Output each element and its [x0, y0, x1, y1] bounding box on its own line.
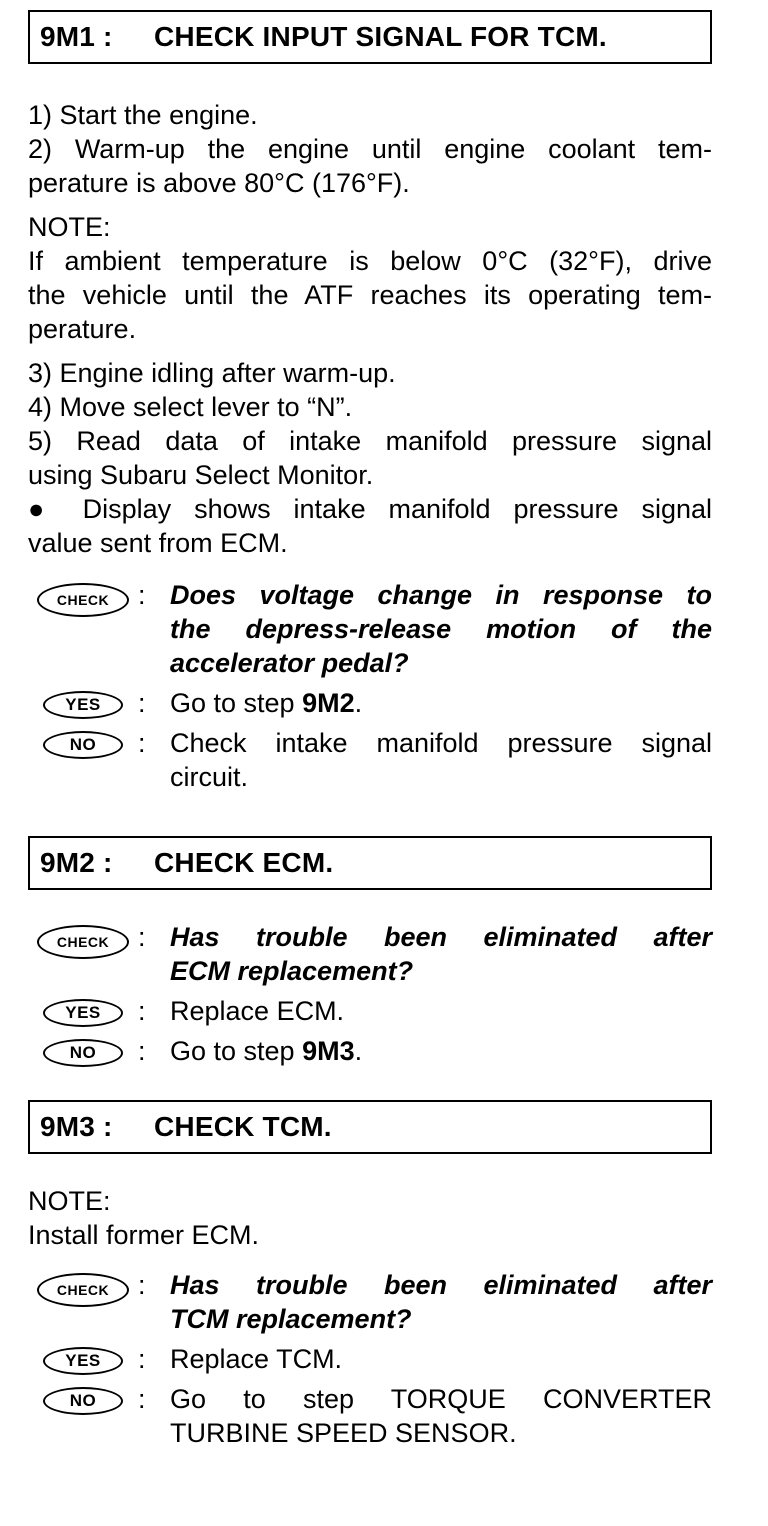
- check-question: CHECK : Does voltage change in response to the depress-release motion of the accelerator pedal?: [28, 578, 712, 680]
- check-badge: CHECK: [37, 925, 129, 959]
- yes-badge: YES: [43, 999, 123, 1027]
- answer-line: circuit.: [170, 762, 249, 792]
- answer-line: TURBINE SPEED SENSOR.: [170, 1418, 517, 1448]
- step-title: CHECK ECM.: [154, 847, 334, 878]
- answer-text: Go to step: [170, 1036, 303, 1066]
- yes-badge: YES: [43, 1347, 123, 1375]
- answer-text: Replace ECM.: [170, 996, 345, 1026]
- note-label: NOTE:: [28, 1186, 111, 1216]
- step-header-9m1: [28, 10, 712, 64]
- no-answer: NO : Go to step 9M3.: [28, 1034, 712, 1068]
- instruction-line: perature is above 80°C (176°F).: [28, 168, 410, 198]
- question-line: the depress-release motion of the: [170, 614, 712, 644]
- step-reference: 9M3: [302, 1036, 355, 1066]
- instruction-line: using Subaru Select Monitor.: [28, 460, 374, 490]
- instruction-line: 2) Warm-up the engine until engine coolant tem-: [28, 134, 712, 164]
- step-title: CHECK TCM.: [154, 1111, 332, 1142]
- no-badge: NO: [43, 1039, 123, 1067]
- step-number: 9M2 :: [40, 847, 113, 878]
- instruction-line: 5) Read data of intake manifold pressure signal: [28, 426, 712, 456]
- answer-line: Check intake manifold pressure signal: [170, 728, 712, 758]
- no-badge: NO: [43, 1387, 123, 1415]
- note-label: NOTE:: [28, 212, 111, 242]
- instruction-line: 3) Engine idling after warm-up.: [28, 358, 396, 388]
- answer-line: Go to step TORQUE CONVERTER: [170, 1384, 712, 1414]
- note-line: the vehicle until the ATF reaches its operating tem-: [28, 280, 712, 310]
- note-line: If ambient temperature is below 0°C (32°F), drive: [28, 246, 712, 276]
- instruction-line: ● Display shows intake manifold pressure signal: [28, 494, 712, 524]
- check-question: CHECK : Has trouble been eliminated after ECM replacement?: [28, 920, 712, 988]
- answer-text: Go to step: [170, 688, 303, 718]
- yes-answer: YES : Go to step 9M2.: [28, 686, 712, 720]
- yes-answer: YES : Replace TCM.: [28, 1342, 712, 1376]
- procedure-page: [28, 10, 712, 1456]
- step-number: 9M1 :: [40, 21, 113, 52]
- question-line: TCM replacement?: [170, 1304, 412, 1334]
- no-answer: NO : Go to step TORQUE CONVERTER TURBINE SPEED SENSOR.: [28, 1382, 712, 1450]
- step-title: CHECK INPUT SIGNAL FOR TCM.: [154, 21, 607, 52]
- question-line: Does voltage change in response to: [170, 580, 712, 610]
- step-header-9m2: [28, 836, 712, 890]
- note-line: perature.: [28, 314, 137, 344]
- note-line: Install former ECM.: [28, 1220, 260, 1250]
- question-line: Has trouble been eliminated after: [170, 922, 712, 952]
- yes-badge: YES: [43, 691, 123, 719]
- question-line: ECM replacement?: [170, 956, 414, 986]
- step-number: 9M3 :: [40, 1111, 113, 1142]
- check-badge: CHECK: [37, 583, 129, 617]
- check-badge: CHECK: [37, 1273, 129, 1307]
- no-badge: NO: [43, 731, 123, 759]
- instruction-line: 1) Start the engine.: [28, 100, 258, 130]
- question-line: Has trouble been eliminated after: [170, 1270, 712, 1300]
- question-line: accelerator pedal?: [170, 648, 409, 678]
- instruction-line: value sent from ECM.: [28, 528, 288, 558]
- yes-answer: YES : Replace ECM.: [28, 994, 712, 1028]
- step-reference: 9M2: [302, 688, 355, 718]
- no-answer: NO : Check intake manifold pressure signal circuit.: [28, 726, 712, 794]
- step-header-9m3: [28, 1100, 712, 1154]
- answer-text: Replace TCM.: [170, 1344, 343, 1374]
- check-question: CHECK : Has trouble been eliminated after TCM replacement?: [28, 1268, 712, 1336]
- instruction-line: 4) Move select lever to “N”.: [28, 392, 353, 422]
